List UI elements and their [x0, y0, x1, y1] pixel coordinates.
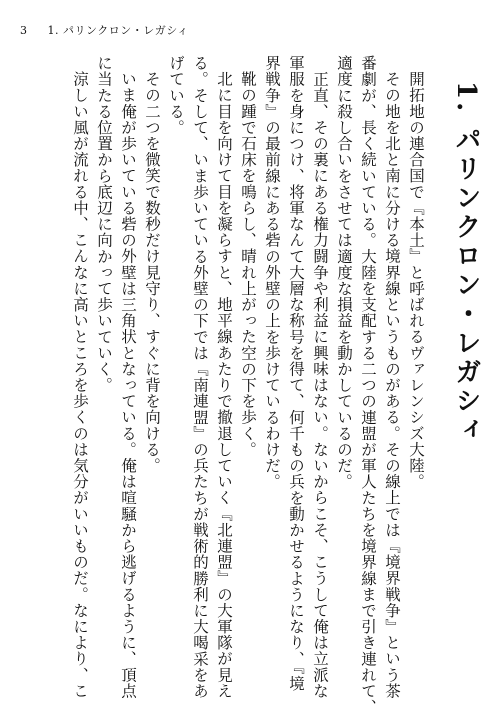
running-header — [20, 22, 189, 38]
text-line: その地を北と南に分ける境界線というものがある。その線上では『境界戦争』という茶 — [383, 70, 401, 699]
text-line: 北に目を向けて目を凝らすと、地平線あたりで撤退していく『北連盟』の大軍隊が見え — [215, 70, 233, 699]
text-line: いま俺が歩いている砦の外壁は三角状となっている。俺は喧騒から逃げるように、頂点 — [119, 70, 137, 699]
text-line: その二つを微笑で数秒だけ見守り、すぐに背を向ける。 — [143, 70, 161, 473]
vertical-body-text — [68, 55, 481, 715]
text-line: 界戦争』の最前線にある砦の外壁の上を歩けているわけだ。 — [263, 55, 281, 490]
running-title: 1. パリンクロン・レガシィ — [47, 24, 189, 37]
text-line: 開拓地の連合国で『本土』と呼ばれるヴァレンシズ大陸。 — [407, 70, 425, 490]
chapter-title: 1. パリンクロン・レガシィ — [451, 81, 481, 446]
text-line: 適度に殺し合いをさせては適度な損益を動かしているのだ。 — [335, 55, 353, 490]
text-line: る。そして、いま歩いている外壁の下では『南連盟』の兵たちが戦術的勝利に大喝采をあ — [191, 55, 209, 699]
text-line: 正直、その裏にある権力闘争や利益に興味はない。ないからこそ、こうして俺は立派な — [311, 70, 329, 699]
text-line: に当たる位置から底辺に向かって歩いていく。 — [95, 55, 113, 394]
text-line: げている。 — [167, 55, 185, 136]
text-line: 番劇が、長く続いている。大陸を支配する二つの連盟が軍人たちを境界線まで引き連れて、 — [359, 55, 377, 715]
text-line: 軍服を身につけ、将軍なんて大層な称号を得て、何千もの兵を動かせるようになり、『境 — [287, 55, 305, 692]
page-number: 3 — [20, 24, 28, 37]
text-line: 靴の踵で石床を鳴らし、晴れ上がった空の下を歩く。 — [239, 70, 257, 457]
text-line: 涼しい風が流れる中、こんなに高いところを歩くのは気分がいいものだ。なにより、こ — [71, 70, 89, 699]
